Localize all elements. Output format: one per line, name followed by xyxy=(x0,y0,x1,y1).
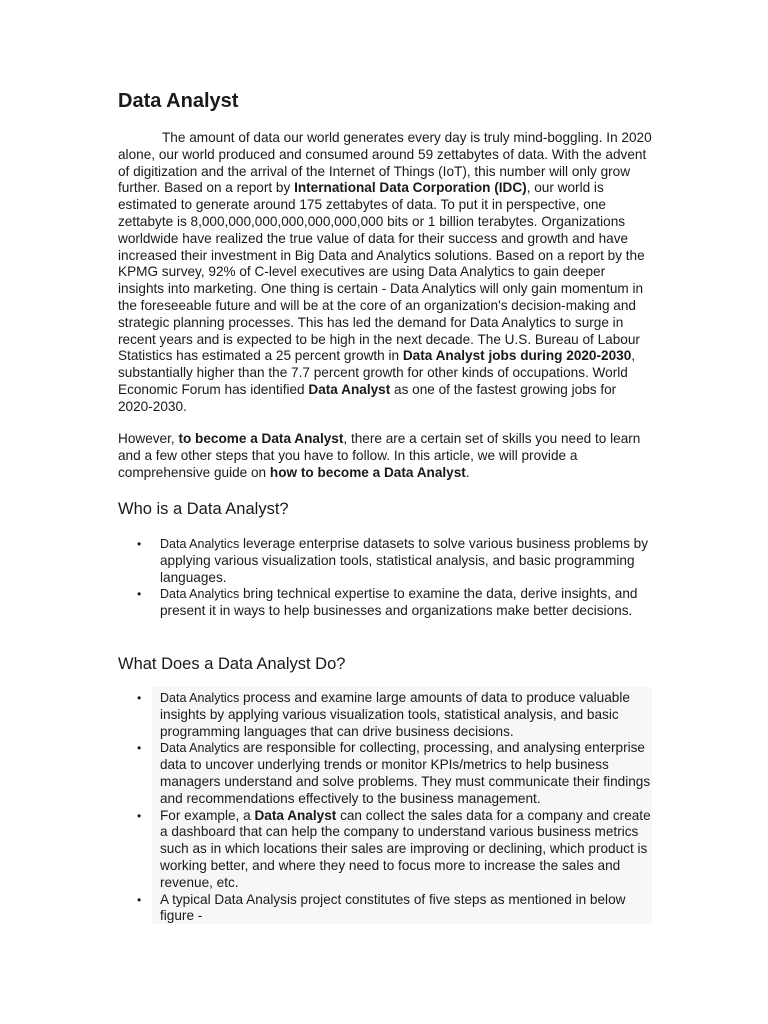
intro-paragraph-1 xyxy=(118,130,654,416)
list-item xyxy=(118,892,654,926)
intro-paragraph-2 xyxy=(118,431,654,481)
body-text: can collect the sales data for a company and create a dashboard that can help the company to understand various business metrics such as in which locations their sales are improving or declining, which product is working better, and where they need to focus more to increase the sales and revenue, etc. xyxy=(160,807,651,890)
what-list xyxy=(118,690,654,925)
who-list xyxy=(118,536,654,620)
list-item xyxy=(118,690,654,740)
bullet-icon: • xyxy=(137,892,142,907)
bold-text: International Data Corporation (IDC) xyxy=(294,180,527,196)
body-text: , our world is estimated to generate around 175 zettabytes of data. To put it in perspective, one zettabyte is 8,000,000,000,000,000,000,000 bits or 1 billion terabytes. Organizations worldwide have realized the true value of data for their success and growth and have increased their investment in Big Data and Analytics solutions. Based on a report by the KPMG survey, 92% of C-level executives are using Data Analytics to gain deeper insights into marketing. One thing is certain - Data Analytics will only gain momentum in the foreseeable future and will be at the core of an organization's decision-making and strategic planning processes. This has led the demand for Data Analytics to surge in recent years and is expected to be high in the next decade. The U.S. Bureau of Labour Statistics has estimated a 25 percent growth in xyxy=(118,180,645,364)
body-text: , there are a certain set of skills you need to learn and a few other steps that you have to follow. In this article, we will provide a comprehensive guide on xyxy=(118,431,641,480)
list-item xyxy=(118,586,654,620)
body-text: process and examine large amounts of data to produce valuable insights by applying various visualization tools, statistical analysis, and basic programming languages that can drive business decisions. xyxy=(160,690,630,739)
body-text: A typical Data Analysis project constitutes of five steps as mentioned in below figure - xyxy=(160,891,626,924)
body-text: bring technical expertise to examine the data, derive insights, and present it in ways to help businesses and organizations make better decisions. xyxy=(160,586,638,619)
bullet-icon: • xyxy=(137,808,142,823)
list-item xyxy=(118,536,654,586)
section-heading-what: What Does a Data Analyst Do? xyxy=(118,655,346,673)
body-text: , substantially higher than the 7.7 percent growth for other kinds of occupations. World Economic Forum has identified xyxy=(118,348,636,397)
body-text: are responsible for collecting, processing, and analysing enterprise data to uncover underlying trends or monitor KPIs/metrics to help business managers understand and solve problems. They must communicate their findings and recommendations effectively to the business management. xyxy=(160,740,651,806)
body-text: However, xyxy=(118,431,179,446)
bold-text: Data Analyst xyxy=(308,381,391,397)
term-text: Data Analytics xyxy=(160,537,240,551)
body-text: as one of the fastest growing jobs for 2020-2030. xyxy=(118,381,617,414)
page-title: Data Analyst xyxy=(118,90,239,112)
list-item xyxy=(118,740,654,807)
bold-text: Data Analyst jobs during 2020-2030 xyxy=(402,348,632,364)
term-text: Data Analytics xyxy=(160,587,240,602)
body-text: The amount of data our world generates every day is truly mind-boggling. In 2020 alone, our world produced and consumed around 59 zettabytes of data. With the advent of digitization and the arrival of the Internet of Things (IoT), this number will only grow further. Based on a report by xyxy=(118,130,652,196)
bullet-icon: • xyxy=(137,691,142,705)
bullet-icon: • xyxy=(137,587,142,602)
bold-text: how to become a Data Analyst xyxy=(269,464,466,480)
term-text: Data Analytics xyxy=(160,691,240,705)
body-text: For example, a xyxy=(160,807,255,823)
term-text: Data Analytics xyxy=(160,741,240,756)
body-text: leverage enterprise datasets to solve various business problems by applying various visualization tools, statistical analysis, and basic programming languages. xyxy=(160,536,649,585)
intro-paragraph-1-text xyxy=(118,130,652,414)
body-text: . xyxy=(465,464,470,480)
section-heading-who: Who is a Data Analyst? xyxy=(118,500,289,518)
list-item xyxy=(118,808,654,892)
bullet-icon: • xyxy=(137,537,142,551)
bullet-icon: • xyxy=(137,741,142,756)
bold-text: Data Analyst xyxy=(254,807,337,823)
bold-text: to become a Data Analyst xyxy=(178,431,344,446)
